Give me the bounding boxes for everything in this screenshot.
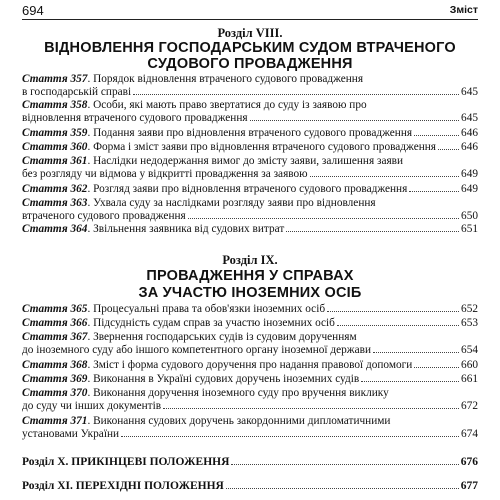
article-number: Стаття 363 <box>22 197 88 209</box>
toc-entry[interactable] <box>22 387 478 413</box>
article-title: установами України <box>22 428 120 440</box>
toc-entry-line <box>22 141 478 154</box>
toc-entry-line <box>22 183 478 196</box>
page-number: 694 <box>22 3 44 18</box>
toc-entry[interactable] <box>22 415 478 441</box>
article-number: Стаття 357 <box>22 73 88 85</box>
article-title: в господарській справі <box>22 86 132 98</box>
toc-entry-line <box>22 400 478 413</box>
toc-entry-line <box>22 127 478 140</box>
running-header <box>22 3 478 20</box>
article-title: . Процесуальні права та обов'язки іноземних осіб <box>87 303 326 315</box>
toc-entry[interactable] <box>22 359 478 372</box>
toc-entry-line <box>22 303 478 316</box>
article-number: Стаття 368 <box>22 359 88 371</box>
part-ix-title-line-1: ПРОВАДЖЕННЯ У СПРАВАХ <box>146 268 354 284</box>
dot-leader <box>250 120 459 121</box>
toc-entry-line <box>22 456 478 470</box>
toc-entry[interactable] <box>22 223 478 236</box>
page-ref: 646 <box>461 141 478 153</box>
toc-entry-line <box>22 415 478 428</box>
page-ref: 649 <box>461 168 478 180</box>
toc-entry[interactable] <box>22 331 478 357</box>
article-title: втраченого судового провадження <box>22 210 186 222</box>
dot-leader <box>327 311 459 312</box>
article-title: . Форма і зміст заяви про відновлення втраченого судового провадження <box>87 141 437 153</box>
toc-entry[interactable] <box>22 373 478 386</box>
article-title: . Звернення господарських судів із судовим дорученням <box>87 331 357 343</box>
toc-entry[interactable] <box>22 197 478 223</box>
dot-leader <box>121 436 459 437</box>
toc-entry-line <box>22 331 478 344</box>
final-section-entry[interactable] <box>22 456 478 470</box>
page-ref: 676 <box>460 456 478 468</box>
page-ref: 661 <box>461 373 478 385</box>
final-section-entry[interactable] <box>22 480 478 494</box>
article-number: Стаття 360 <box>22 141 88 153</box>
section-title: Зміст <box>449 4 478 16</box>
dot-leader <box>188 218 459 219</box>
toc-entry-line <box>22 210 478 223</box>
article-title: . Виконання судових доручень закордонними дипломатичними <box>87 415 391 427</box>
page-ref: 674 <box>461 428 478 440</box>
part-viii-title-line-1: ВІДНОВЛЕННЯ ГОСПОДАРСЬКИМ СУДОМ ВТРАЧЕНОГО <box>44 40 456 56</box>
toc-entry-line <box>22 428 478 441</box>
page-ref: 653 <box>461 317 478 329</box>
dot-leader <box>310 176 459 177</box>
page-ref: 652 <box>461 303 478 315</box>
toc-entry[interactable] <box>22 317 478 330</box>
toc-entry[interactable] <box>22 141 478 154</box>
dot-leader <box>163 408 459 409</box>
article-title: . Розгляд заяви про відновлення втраченого судового провадження <box>87 183 408 195</box>
article-title: до суду чи інших документів <box>22 400 162 412</box>
toc-entry-line <box>22 344 478 357</box>
article-title: . Подання заяви про відновлення втраченого судового провадження <box>87 127 413 139</box>
article-title: . Наслідки недодержання вимог до змісту заяви, залишення заяви <box>87 155 404 167</box>
article-title: . Зміст і форма судового доручення про надання правової допомоги <box>87 359 413 371</box>
article-number: Стаття 371 <box>22 415 88 427</box>
article-number: Стаття 367 <box>22 331 88 343</box>
article-title: . Ухвала суду за наслідками розгляду заяви про відновлення <box>87 197 376 209</box>
part-ix-label: Розділ IX. <box>222 253 278 267</box>
toc-entry-line <box>22 168 478 181</box>
article-title: до іноземного суду або іншого компетентного органу іноземної держави <box>22 344 372 356</box>
dot-leader <box>414 367 459 368</box>
dot-leader <box>226 488 459 489</box>
article-title: без розгляду чи відмова у відкритті провадження за заявою <box>22 168 308 180</box>
toc-entry-line <box>22 480 478 494</box>
article-number: Стаття 365 <box>22 303 88 315</box>
dot-leader <box>373 352 459 353</box>
page-ref: 645 <box>461 112 478 124</box>
article-number: Стаття 361 <box>22 155 88 167</box>
dot-leader <box>286 231 459 232</box>
article-title: . Підсудність судам справ за участю іноземних осіб <box>87 317 335 329</box>
part-viii-title-line-2: СУДОВОГО ПРОВАДЖЕННЯ <box>147 56 353 72</box>
dot-leader <box>133 94 459 95</box>
page-ref: 654 <box>461 344 478 356</box>
toc-entry[interactable] <box>22 73 478 99</box>
toc-entry[interactable] <box>22 99 478 125</box>
part-viii-label: Розділ VIII. <box>217 26 283 40</box>
article-number: Стаття 359 <box>22 127 88 139</box>
article-title: відновлення втраченого судового провадження <box>22 112 248 124</box>
page-ref: 650 <box>461 210 478 222</box>
toc-entry[interactable] <box>22 303 478 316</box>
toc-entry-line <box>22 73 478 86</box>
dot-leader <box>409 191 459 192</box>
toc-entry-line <box>22 387 478 400</box>
toc-entry[interactable] <box>22 155 478 181</box>
page-ref: 645 <box>461 86 478 98</box>
toc-entry-line <box>22 112 478 125</box>
article-number: Стаття 364 <box>22 223 88 235</box>
toc-entry-line <box>22 86 478 99</box>
toc-entry[interactable] <box>22 127 478 140</box>
article-number: Стаття 358 <box>22 99 88 111</box>
article-number: Стаття 369 <box>22 373 88 385</box>
toc-entry-line <box>22 223 478 236</box>
article-title: . Особи, які мають право звертатися до суду із заявою про <box>87 99 367 111</box>
toc-entry-line <box>22 317 478 330</box>
page-ref: 646 <box>461 127 478 139</box>
article-number: Стаття 362 <box>22 183 88 195</box>
toc-entry-line <box>22 359 478 372</box>
toc-entry-line <box>22 373 478 386</box>
article-number: Стаття 370 <box>22 387 88 399</box>
page-ref: 651 <box>461 223 478 235</box>
article-title: . Виконання доручення іноземного суду про вручення виклику <box>87 387 389 399</box>
section-label: Розділ XI. ПЕРЕХІДНІ ПОЛОЖЕННЯ <box>22 480 224 492</box>
toc-entry[interactable] <box>22 183 478 196</box>
dot-leader <box>438 149 459 150</box>
section-label: Розділ X. ПРИКІНЦЕВІ ПОЛОЖЕННЯ <box>22 456 230 468</box>
toc-entry-line <box>22 155 478 168</box>
page-ref: 660 <box>461 359 478 371</box>
article-title: . Виконання в Україні судових доручень іноземних судів <box>87 373 360 385</box>
article-title: . Порядок відновлення втраченого судового провадження <box>87 73 364 85</box>
dot-leader <box>231 464 458 465</box>
article-title: . Звільнення заявника від судових витрат <box>87 223 285 235</box>
dot-leader <box>414 135 459 136</box>
page-ref: 649 <box>461 183 478 195</box>
page-ref: 677 <box>460 480 478 492</box>
toc-entry-line <box>22 197 478 210</box>
article-number: Стаття 366 <box>22 317 88 329</box>
toc-entry-line <box>22 99 478 112</box>
dot-leader <box>337 325 459 326</box>
part-ix-title-line-2: ЗА УЧАСТЮ ІНОЗЕМНИХ ОСІБ <box>138 285 362 301</box>
dot-leader <box>361 381 459 382</box>
page-ref: 672 <box>461 400 478 412</box>
